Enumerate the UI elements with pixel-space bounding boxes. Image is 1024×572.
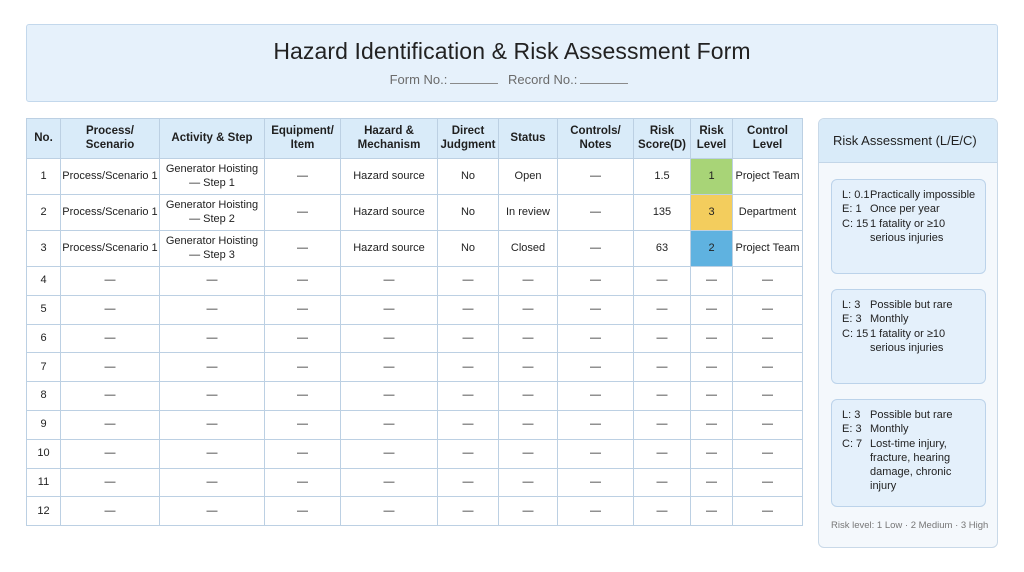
column-header: Risk Level: [691, 119, 733, 159]
table-row: [27, 382, 803, 411]
table-cell[interactable]: —: [61, 267, 160, 296]
column-header: Hazard & Mechanism: [341, 119, 438, 159]
table-cell[interactable]: —: [558, 468, 634, 497]
risk-level-cell[interactable]: —: [691, 410, 733, 439]
consequence-key: C: 7: [842, 437, 863, 450]
form-numbers: [27, 72, 997, 87]
column-header: Activity & Step: [160, 119, 265, 159]
table-header-row: [27, 119, 803, 159]
table-cell[interactable]: —: [558, 295, 634, 324]
table-cell[interactable]: Generator Hoisting — Step 1: [160, 159, 265, 195]
table-cell[interactable]: —: [341, 324, 438, 353]
table-cell[interactable]: Process/Scenario 1: [61, 231, 160, 267]
table-cell[interactable]: —: [160, 353, 265, 382]
table-cell[interactable]: —: [265, 231, 341, 267]
column-header: Process/ Scenario: [61, 119, 160, 159]
table-cell[interactable]: No: [438, 231, 499, 267]
table-cell[interactable]: —: [499, 497, 558, 526]
table-row: [27, 468, 803, 497]
table-cell[interactable]: —: [160, 295, 265, 324]
table-cell[interactable]: —: [733, 324, 803, 353]
table-cell[interactable]: —: [160, 410, 265, 439]
table-cell[interactable]: 10: [27, 439, 61, 468]
table-cell[interactable]: No: [438, 195, 499, 231]
table-cell[interactable]: —: [558, 159, 634, 195]
column-header: Controls/ Notes: [558, 119, 634, 159]
exposure-key: E: 1: [842, 203, 862, 216]
risk-card: [831, 289, 986, 384]
likelihood-key: L: 3: [842, 299, 861, 311]
table-row: [27, 324, 803, 353]
table-cell[interactable]: —: [438, 439, 499, 468]
table-cell[interactable]: —: [499, 295, 558, 324]
table-cell[interactable]: —: [341, 267, 438, 296]
table-cell[interactable]: —: [438, 295, 499, 324]
table-cell[interactable]: —: [634, 353, 691, 382]
table-cell[interactable]: 5: [27, 295, 61, 324]
table-cell[interactable]: Hazard source: [341, 195, 438, 231]
table-row: [27, 267, 803, 296]
table-cell[interactable]: —: [438, 353, 499, 382]
table-cell[interactable]: —: [265, 353, 341, 382]
table-cell[interactable]: —: [438, 267, 499, 296]
table-cell[interactable]: —: [438, 324, 499, 353]
table-cell[interactable]: —: [733, 353, 803, 382]
consequence-value: 1 fatality or ≥10 serious injuries: [870, 217, 946, 244]
table-cell[interactable]: —: [341, 382, 438, 411]
table-cell[interactable]: —: [733, 267, 803, 296]
exposure-value: Monthly: [870, 313, 909, 326]
table-cell[interactable]: 135: [634, 195, 691, 231]
table-cell[interactable]: Generator Hoisting — Step 3: [160, 231, 265, 267]
table-cell[interactable]: —: [341, 410, 438, 439]
table-cell[interactable]: —: [733, 439, 803, 468]
table-cell[interactable]: —: [438, 497, 499, 526]
table-cell[interactable]: —: [558, 353, 634, 382]
table-cell[interactable]: —: [265, 410, 341, 439]
table-row: [27, 410, 803, 439]
risk-level-cell[interactable]: —: [691, 324, 733, 353]
likelihood-key: L: 3: [842, 409, 861, 421]
consequence-value: Lost-time injury, fracture, hearing damage, chronic injury: [870, 437, 952, 493]
table-cell[interactable]: —: [265, 324, 341, 353]
table-cell[interactable]: —: [438, 410, 499, 439]
table-cell[interactable]: —: [558, 410, 634, 439]
table-row: [27, 159, 803, 195]
table-cell[interactable]: —: [160, 324, 265, 353]
table-cell[interactable]: No: [438, 159, 499, 195]
table-cell[interactable]: —: [61, 439, 160, 468]
risk-level-cell[interactable]: —: [691, 439, 733, 468]
table-cell[interactable]: 63: [634, 231, 691, 267]
form-title: Hazard Identification & Risk Assessment Form: [273, 38, 751, 64]
risk-card: [831, 399, 986, 507]
table-cell[interactable]: —: [558, 195, 634, 231]
risk-level-cell[interactable]: 3: [691, 195, 733, 231]
table-cell[interactable]: —: [499, 410, 558, 439]
table-cell[interactable]: —: [341, 295, 438, 324]
table-cell[interactable]: —: [265, 468, 341, 497]
table-cell[interactable]: —: [160, 468, 265, 497]
table-cell[interactable]: —: [634, 410, 691, 439]
table-cell[interactable]: —: [634, 468, 691, 497]
form-no-label: Form No.:: [389, 72, 448, 87]
table-cell[interactable]: 12: [27, 497, 61, 526]
table-cell[interactable]: —: [265, 159, 341, 195]
table-cell[interactable]: —: [634, 439, 691, 468]
table-cell[interactable]: Generator Hoisting — Step 2: [160, 195, 265, 231]
table-cell[interactable]: In review: [499, 195, 558, 231]
table-cell[interactable]: 1.5: [634, 159, 691, 195]
table-cell[interactable]: —: [61, 410, 160, 439]
table-row: [27, 195, 803, 231]
table-cell[interactable]: —: [733, 497, 803, 526]
table-cell[interactable]: —: [558, 267, 634, 296]
exposure-value: Once per year: [870, 203, 940, 216]
table-cell[interactable]: —: [341, 353, 438, 382]
column-header: No.: [27, 119, 61, 159]
table-cell[interactable]: —: [160, 497, 265, 526]
table-cell[interactable]: 7: [27, 353, 61, 382]
table-cell[interactable]: —: [61, 324, 160, 353]
table-cell[interactable]: —: [61, 382, 160, 411]
record-no-label: Record No.:: [508, 72, 578, 87]
consequence-value: 1 fatality or ≥10 serious injuries: [870, 327, 946, 354]
table-cell[interactable]: Hazard source: [341, 231, 438, 267]
table-cell[interactable]: —: [634, 267, 691, 296]
column-header: Status: [499, 119, 558, 159]
table-cell[interactable]: —: [558, 497, 634, 526]
exposure-key: E: 3: [842, 313, 862, 326]
table-cell[interactable]: —: [499, 267, 558, 296]
table-body: [27, 159, 803, 526]
table-cell[interactable]: —: [61, 353, 160, 382]
likelihood-key: L: 0.1: [842, 189, 870, 201]
table-row: [27, 439, 803, 468]
table-cell[interactable]: 1: [27, 159, 61, 195]
table-cell[interactable]: Open: [499, 159, 558, 195]
table-cell[interactable]: —: [733, 468, 803, 497]
table-cell[interactable]: 4: [27, 267, 61, 296]
table-cell[interactable]: —: [499, 439, 558, 468]
form-no-field[interactable]: [450, 83, 498, 84]
likelihood-value: Possible but rare: [870, 409, 953, 421]
table-cell[interactable]: 9: [27, 410, 61, 439]
table-cell[interactable]: —: [265, 382, 341, 411]
likelihood-value: Possible but rare: [870, 299, 953, 311]
form-header: [26, 24, 998, 102]
likelihood-value: Practically impossible: [870, 189, 976, 201]
table-cell[interactable]: —: [265, 497, 341, 526]
table-row: [27, 295, 803, 324]
table-cell[interactable]: —: [265, 439, 341, 468]
risk-level-cell[interactable]: —: [691, 267, 733, 296]
table-cell[interactable]: —: [61, 295, 160, 324]
table-cell[interactable]: —: [341, 468, 438, 497]
risk-level-cell[interactable]: 1: [691, 159, 733, 195]
table-cell[interactable]: —: [733, 295, 803, 324]
table-cell[interactable]: —: [499, 468, 558, 497]
exposure-key: E: 3: [842, 423, 862, 436]
table-cell[interactable]: —: [438, 468, 499, 497]
risk-level-legend: Risk level: 1 Low · 2 Medium · 3 High: [831, 520, 989, 531]
column-header: Equipment/ Item: [265, 119, 341, 159]
table-cell[interactable]: —: [61, 497, 160, 526]
table-cell[interactable]: 11: [27, 468, 61, 497]
column-header: Risk Score(D): [634, 119, 691, 159]
table-cell[interactable]: —: [558, 324, 634, 353]
risk-assessment-panel: [818, 118, 998, 548]
hazard-table: [26, 118, 803, 526]
table-cell[interactable]: —: [341, 497, 438, 526]
table-cell[interactable]: —: [634, 382, 691, 411]
table-row: [27, 497, 803, 526]
table-cell[interactable]: Hazard source: [341, 159, 438, 195]
risk-level-cell[interactable]: —: [691, 382, 733, 411]
risk-level-cell[interactable]: 2: [691, 231, 733, 267]
table-cell[interactable]: 3: [27, 231, 61, 267]
exposure-value: Monthly: [870, 423, 909, 436]
table-cell[interactable]: —: [438, 382, 499, 411]
table-cell[interactable]: —: [265, 267, 341, 296]
table-cell[interactable]: Closed: [499, 231, 558, 267]
table-cell[interactable]: Process/Scenario 1: [61, 195, 160, 231]
table-cell[interactable]: —: [160, 439, 265, 468]
table-cell[interactable]: 2: [27, 195, 61, 231]
table-cell[interactable]: Project Team: [733, 159, 803, 195]
consequence-key: C: 15: [842, 217, 869, 230]
table-row: [27, 353, 803, 382]
risk-card: [831, 179, 986, 274]
table-cell[interactable]: —: [558, 439, 634, 468]
table-cell[interactable]: —: [265, 295, 341, 324]
table-row: [27, 231, 803, 267]
table-cell[interactable]: Project Team: [733, 231, 803, 267]
table-cell[interactable]: —: [733, 410, 803, 439]
table-cell[interactable]: —: [160, 382, 265, 411]
risk-level-cell[interactable]: —: [691, 497, 733, 526]
table-cell[interactable]: —: [341, 439, 438, 468]
table-cell[interactable]: Department: [733, 195, 803, 231]
panel-title: Risk Assessment (L/E/C): [819, 119, 997, 163]
consequence-key: C: 15: [842, 327, 869, 340]
record-no-field[interactable]: [580, 83, 628, 84]
table-cell[interactable]: —: [733, 382, 803, 411]
table-cell[interactable]: 8: [27, 382, 61, 411]
table-cell[interactable]: —: [499, 353, 558, 382]
table-cell[interactable]: —: [499, 382, 558, 411]
table-cell[interactable]: —: [499, 324, 558, 353]
table-cell[interactable]: —: [160, 267, 265, 296]
table-cell[interactable]: —: [634, 295, 691, 324]
table-cell[interactable]: —: [558, 382, 634, 411]
risk-level-cell[interactable]: —: [691, 295, 733, 324]
column-header: Control Level: [733, 119, 803, 159]
risk-level-cell[interactable]: —: [691, 353, 733, 382]
table-cell[interactable]: —: [634, 324, 691, 353]
table-cell[interactable]: —: [634, 497, 691, 526]
table-cell[interactable]: —: [61, 468, 160, 497]
column-header: Direct Judgment: [438, 119, 499, 159]
table-cell[interactable]: Process/Scenario 1: [61, 159, 160, 195]
table-cell[interactable]: 6: [27, 324, 61, 353]
table-cell[interactable]: —: [558, 231, 634, 267]
table-cell[interactable]: —: [265, 195, 341, 231]
risk-level-cell[interactable]: —: [691, 468, 733, 497]
